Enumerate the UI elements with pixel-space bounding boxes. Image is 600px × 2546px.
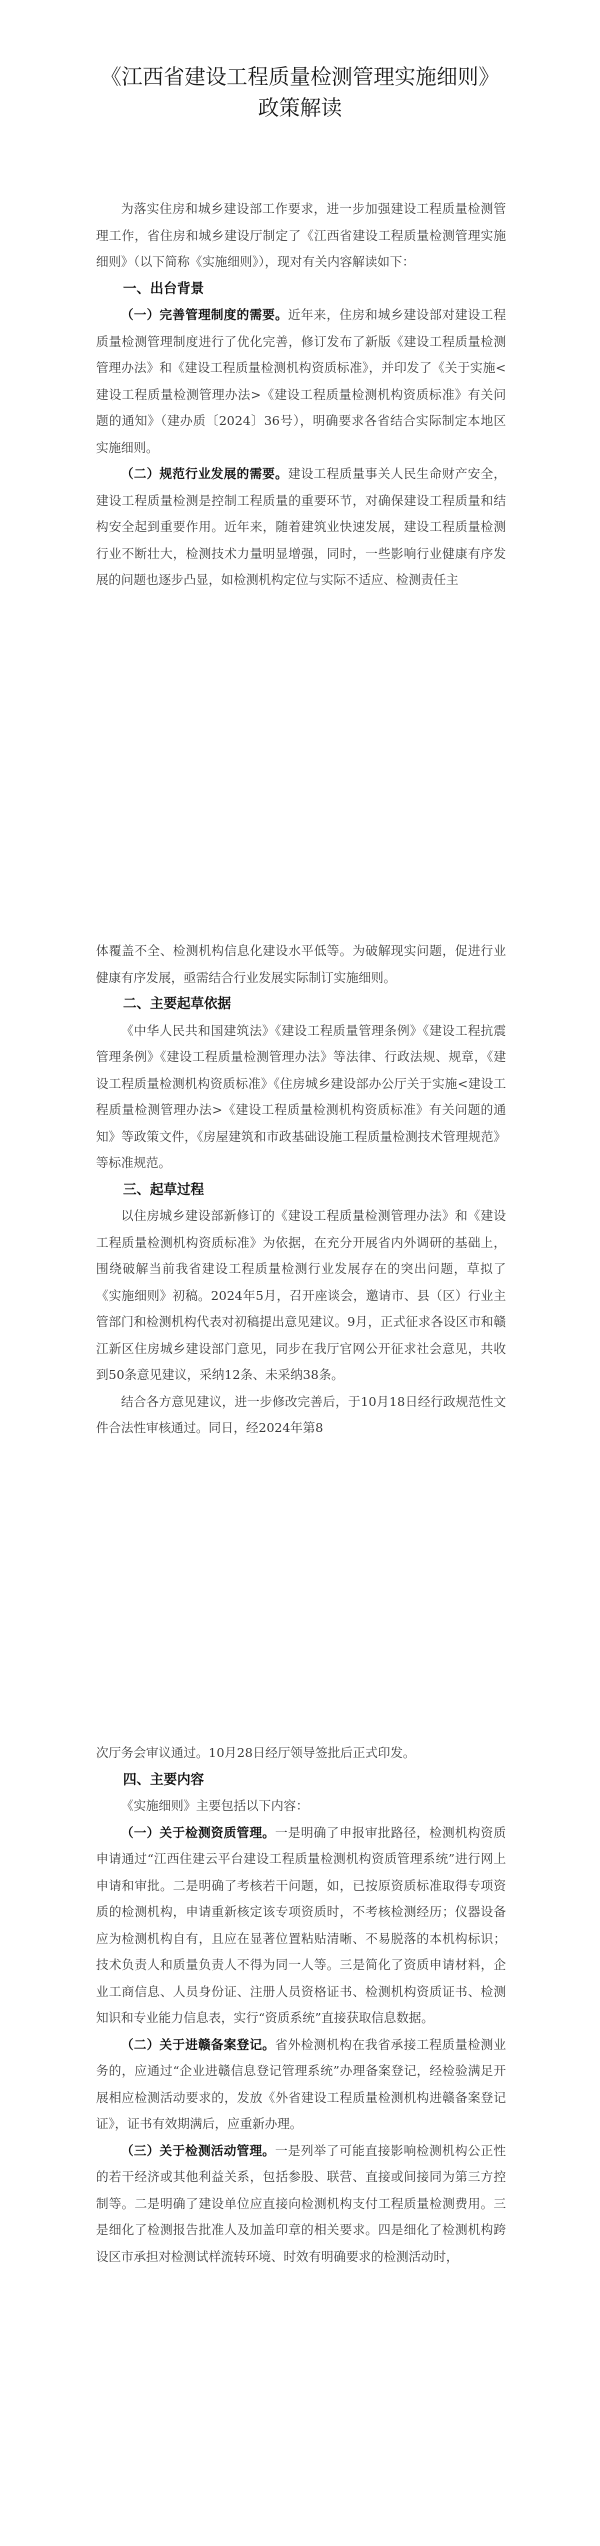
section-1-paragraph-1: [96, 302, 506, 461]
section-1-paragraph-2: [96, 461, 506, 594]
section-4-paragraph-3-lead: （三）关于检测活动管理。: [121, 2142, 276, 2158]
section-4-paragraph-2-lead: （二）关于进赣备案登记。: [121, 2036, 276, 2052]
section-3-heading: 三、起草过程: [123, 1181, 204, 1198]
section-1-paragraph-1-body: 近年来，住房和城乡建设部对建设工程质量检测管理制度进行了优化完善，修订发布了新版《建设工程质量检测管理办法》和《建设工程质量检测机构资质标准》，并印发了《关于实施<建设工程质量检测管理办法>《建设工程质量检测机构资质标准》有关问题的通知》（建办质〔2024〕36号），明确要求各省结合实际制定本地区实施细则。: [96, 307, 506, 455]
content-block-1: [96, 196, 506, 594]
section-3-paragraph-2-continued: 次厅务会审议通过。10月28日经厅领导签批后正式印发。: [96, 1745, 416, 1760]
section-1-paragraph-2-body-a: 建设工程质量事关人民生命财产安全，建设工程质量检测是控制工程质量的重要环节，对确保建设工程质量和结构安全起到重要作用。近年来，随着建筑业快速发展，建设工程质量检测行业不断壮大，检测技术力量明显增强，同时，一些影响行业健康有序发展的问题也逐步凸显，如检测机构定位与实际不适应、检测责任主: [96, 466, 506, 587]
intro-paragraph: 为落实住房和城乡建设部工作要求，进一步加强建设工程质量检测管理工作，省住房和城乡建设厅制定了《江西省建设工程质量检测管理实施细则》（以下简称《实施细则》），现对有关内容解读如下：: [96, 201, 506, 269]
section-2-heading: 二、主要起草依据: [123, 996, 231, 1012]
section-3-paragraph-1: 以住房城乡建设部新修订的《建设工程质量检测管理办法》和《建设工程质量检测机构资质标准》为依据，在充分开展省内外调研的基础上，围绕破解当前我省建设工程质量检测行业发展存在的突出问题，草拟了《实施细则》初稿。2024年5月，召开座谈会，邀请市、县（区）行业主管部门和检测机构代表对初稿提出意见建议。9月，正式征求各设区市和赣江新区住房城乡建设部门意见，同步在我厅官网公开征求社会意见，共收到50条意见建议，采纳12条、未采纳38条。: [96, 1208, 506, 1382]
section-4-paragraph-1-body: 一是明确了申报审批路径，检测机构资质申请通过“江西住建云平台建设工程质量检测机构资质管理系统”进行网上申请和审批。二是明确了考核若干问题，如，已按原资质标准取得专项资质的检测机构，申请重新核定该专项资质时，不考核检测经历；仪器设备应为检测机构自有，且应在显著位置粘贴清晰、不易脱落的本机构标识；技术负责人和质量负责人不得为同一人等。三是简化了资质申请材料，企业工商信息、人员身份证、注册人员资格证书、检测机构资质证书、检测知识和专业能力信息表，实行“资质系统”直接获取信息数据。: [96, 1824, 506, 2025]
section-3-paragraph-2-a: 结合各方意见建议，进一步修改完善后，于10月18日经行政规范性文件合法性审核通过。同日，经2024年第8: [96, 1393, 506, 1435]
section-4-intro: 《实施细则》主要包括以下内容：: [121, 1798, 309, 1813]
content-block-2: [96, 938, 506, 1442]
content-block-3: [96, 1740, 506, 2270]
section-4-paragraph-2: [96, 2032, 506, 2138]
section-2-paragraph-1: 《中华人民共和国建筑法》《建设工程质量管理条例》《建设工程抗震管理条例》《建设工程质量检测管理办法》等法律、行政法规、规章，《建设工程质量检测机构资质标准》《住房城乡建设部办公厅关于实施<建设工程质量检测管理办法>《建设工程质量检测机构资质标准》有关问题的通知》等政策文件，《房屋建筑和市政基础设施工程质量检测技术管理规范》等标准规范。: [96, 1022, 506, 1170]
section-4-paragraph-1-lead: （一）关于检测资质管理。: [121, 1824, 276, 1840]
section-4-paragraph-1: [96, 1820, 506, 2032]
section-4-paragraph-3: [96, 2138, 506, 2271]
section-1-paragraph-2-continued: 体覆盖不全、检测机构信息化建设水平低等。为破解现实问题，促进行业健康有序发展，亟需结合行业发展实际制订实施细则。: [96, 943, 506, 985]
document-title-line-1: 《江西省建设工程质量检测管理实施细则》: [100, 65, 500, 89]
section-1-paragraph-2-lead: （二）规范行业发展的需要。: [121, 466, 288, 481]
section-4-paragraph-2-body: 省外检测机构在我省承接工程质量检测业务的，应通过“企业进赣信息登记管理系统”办理备案登记，经检验满足开展相应检测活动要求的，发放《外省建设工程质量检测机构进赣备案登记证》，证书有效期满后，应重新办理。: [96, 2036, 506, 2131]
section-1-heading: 一、出台背景: [123, 280, 204, 297]
document-title-line-2: 政策解读: [258, 96, 342, 120]
section-1-paragraph-1-lead: （一）完善管理制度的需要。: [121, 307, 288, 322]
section-4-heading: 四、主要内容: [123, 1771, 204, 1788]
section-4-paragraph-3-body: 一是列举了可能直接影响检测机构公正性的若干经济或其他利益关系，包括参股、联营、直接或间接同为第三方控制等。二是明确了建设单位应直接向检测机构支付工程质量检测费用。三是细化了检测报告批准人及加盖印章的相关要求。四是细化了检测机构跨设区市承担对检测试样流转环境、时效有明确要求的检测活动时，: [96, 2142, 506, 2264]
